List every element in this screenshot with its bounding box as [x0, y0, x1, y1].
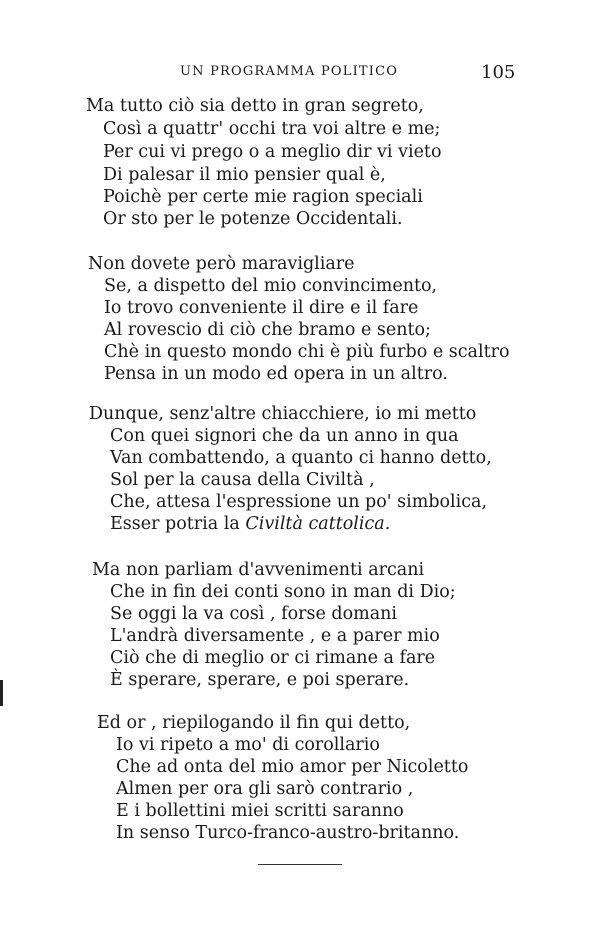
verse-line: Di palesar il mio pensier qual è, — [103, 165, 386, 185]
verse-line: Così a quattr' occhi tra voi altre e me; — [103, 119, 441, 139]
verse-line: Che in fin dei conti sono in man di Dio; — [110, 582, 456, 602]
verse-line: Se, a dispetto del mio convincimento, — [104, 276, 438, 296]
verse-line — [110, 513, 390, 535]
end-rule — [258, 864, 342, 865]
verse-line: Ma non parliam d'avvenimenti arcani — [92, 560, 425, 580]
italic-title: Civiltà cattolica. — [245, 514, 391, 534]
verse-line: Se oggi la va così , forse domani — [110, 604, 397, 624]
verse-line: Io trovo conveniente il dire e il fare — [104, 298, 419, 318]
verse-line: Non dovete però maravigliare — [88, 254, 355, 274]
verse-line: Poichè per certe mie ragion speciali — [103, 187, 423, 207]
verse-line: Or sto per le potenze Occidentali. — [103, 209, 403, 229]
verse-line: Con quei signori che da un anno in qua — [110, 426, 459, 446]
verse-line: È sperare, sperare, e poi sperare. — [110, 670, 410, 690]
verse-line: Ciò che di meglio or ci rimane a fare — [110, 648, 436, 668]
verse-line: L'andrà diversamente , e a parer mio — [110, 626, 440, 646]
verse-line: Al rovescio di ciò che bramo e sento; — [104, 320, 431, 340]
verse-line: E i bollettini miei scritti saranno — [116, 801, 404, 821]
verse-line: In senso Turco-franco-austro-britanno. — [116, 823, 460, 843]
verse-line: Chè in questo mondo chi è più furbo e scaltro — [104, 342, 510, 362]
page-number: 105 — [481, 62, 516, 83]
verse-line: Sol per la causa della Civiltà , — [110, 470, 375, 490]
verse-line: Almen per ora gli sarò contrario , — [116, 779, 414, 799]
verse-line: Per cui vi prego o a meglio dir vi vieto — [103, 142, 442, 162]
verse-line: Che ad onta del mio amor per Nicoletto — [116, 757, 469, 777]
verse-line: Che, attesa l'espressione un po' simbolica, — [110, 492, 488, 512]
verse-text: Esser potria la — [110, 514, 240, 534]
page-header — [0, 62, 616, 86]
verse-line: Ma tutto ciò sia detto in gran segreto, — [86, 96, 424, 116]
verse-line: Pensa in un modo ed opera in un altro. — [104, 364, 448, 384]
verse-line: Dunque, senz'altre chiacchiere, io mi metto — [89, 404, 477, 424]
verse-line: Io vi ripeto a mo' di corollario — [116, 735, 380, 755]
verse-line: Ed or , riepilogando il fin qui detto, — [97, 713, 411, 733]
running-title: UN PROGRAMMA POLITICO — [180, 64, 399, 79]
verse-line: Van combattendo, a quanto ci hanno detto, — [110, 448, 492, 468]
page-edge-mark — [0, 680, 3, 706]
